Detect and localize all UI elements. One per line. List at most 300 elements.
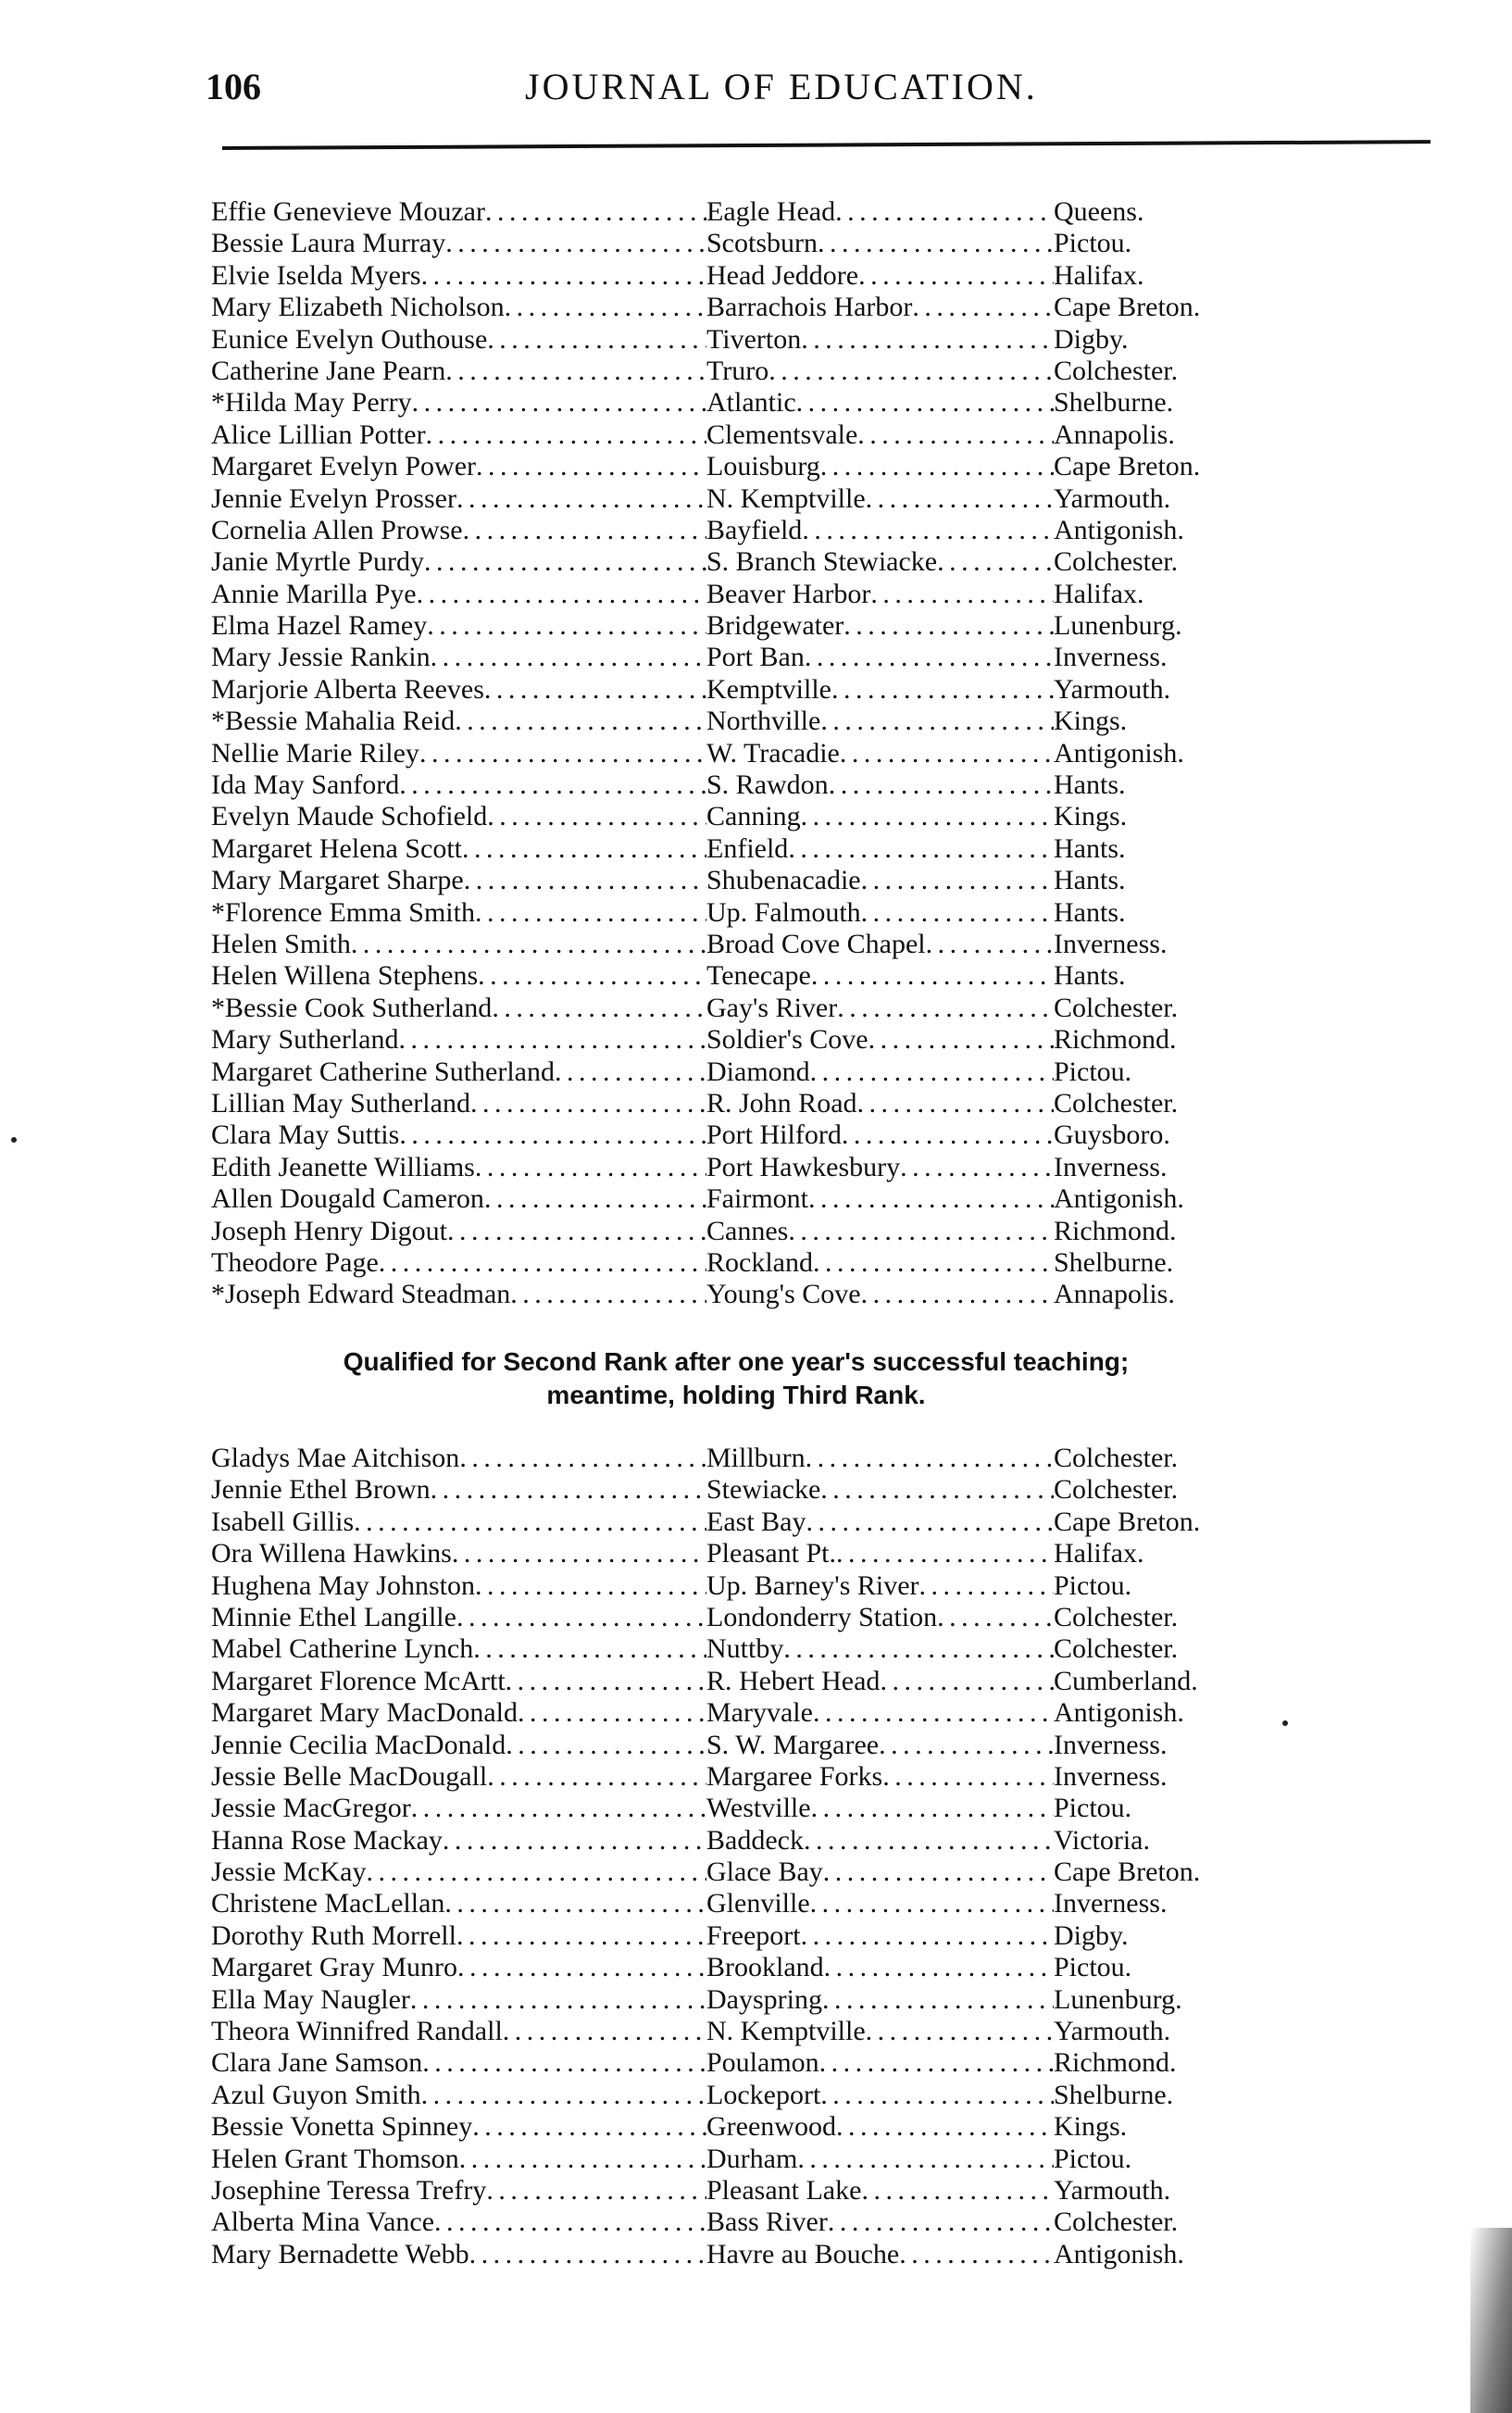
row-name: Jennie Cecilia MacDonald (211, 1729, 506, 1760)
dot-leader (486, 2175, 706, 2207)
dot-leader (510, 1279, 706, 1310)
list-row (211, 1056, 1276, 1088)
row-county: Guysboro. (1054, 1119, 1170, 1151)
row-place-cell (706, 674, 1054, 706)
row-county: Hants. (1054, 896, 1126, 928)
list-row (211, 356, 1276, 387)
row-name-cell (211, 1920, 706, 1952)
row-name: *Florence Emma Smith (211, 896, 475, 928)
row-place: Diamond (706, 1056, 810, 1087)
dot-leader (443, 1825, 706, 1857)
dot-leader (783, 1633, 1054, 1665)
row-name-cell (211, 1279, 706, 1310)
row-place: Truro (706, 355, 769, 386)
row-place: Rockland (706, 1246, 813, 1278)
row-place: Canning (706, 801, 801, 832)
row-place: Bayfield (706, 514, 803, 545)
row-county-cell (1054, 1952, 1276, 1983)
dot-leader (445, 356, 706, 387)
row-place: Pleasant Pt. (706, 1538, 836, 1569)
row-place-cell (706, 579, 1054, 610)
row-name-cell (211, 674, 706, 706)
dot-leader (463, 515, 706, 546)
page-number: 106 (206, 66, 261, 107)
row-name: Isabell Gillis (211, 1506, 355, 1537)
row-county-cell (1054, 1697, 1276, 1729)
row-county-cell (1054, 1474, 1276, 1506)
row-place: Port Hilford (706, 1119, 842, 1151)
row-place: Beaver Harbor (706, 578, 871, 609)
row-name: Ida May Sanford (211, 769, 400, 801)
row-name: *Bessie Cook Sutherland (211, 992, 493, 1023)
dot-leader (459, 2144, 706, 2175)
list-row (211, 801, 1276, 832)
row-name: Bessie Laura Murray (211, 228, 446, 259)
row-name-cell (211, 1761, 706, 1793)
row-county-cell (1054, 1793, 1276, 1824)
row-name-cell (211, 706, 706, 737)
dot-leader (811, 960, 1054, 992)
row-county: Richmond. (1054, 2047, 1177, 2079)
row-county: Annapolis. (1054, 419, 1175, 450)
row-county: Pictou. (1054, 2143, 1132, 2174)
row-county: Inverness. (1054, 1888, 1168, 1919)
row-county: Colchester. (1054, 355, 1179, 386)
dot-leader (459, 1443, 706, 1474)
row-name-cell (211, 1570, 706, 1602)
row-name-cell (211, 2047, 706, 2079)
row-county-cell (1054, 2111, 1276, 2143)
row-name: Helen Grant Thomson (211, 2143, 459, 2174)
row-name-cell (211, 610, 706, 642)
row-county-cell (1054, 228, 1276, 259)
row-name-cell (211, 260, 706, 292)
list-row (211, 738, 1276, 769)
row-place-cell (706, 1247, 1054, 1279)
dot-leader (427, 610, 706, 642)
dot-leader (366, 1857, 706, 1888)
row-name-cell (211, 2207, 706, 2238)
row-county-cell (1054, 1247, 1276, 1279)
row-county: Shelburne. (1054, 2079, 1174, 2110)
dot-leader (426, 419, 706, 451)
row-place: Maryvale (706, 1697, 813, 1729)
row-place-cell (706, 1056, 1054, 1088)
row-county: Antigonish. (1054, 2238, 1184, 2269)
row-place-cell (706, 1279, 1054, 1310)
row-place: Clementsvale (706, 419, 858, 450)
row-name: Alberta Mina Vance (211, 2207, 435, 2238)
dot-leader (808, 1183, 1054, 1215)
row-county: Colchester. (1054, 1601, 1179, 1632)
dot-leader (475, 897, 706, 929)
dot-leader (828, 2207, 1054, 2238)
list-row (211, 2111, 1276, 2143)
row-name: Helen Willena Stephens (211, 960, 479, 992)
dot-leader (485, 196, 706, 228)
dot-leader (455, 706, 706, 737)
dot-leader (813, 1247, 1054, 1279)
row-place-cell (706, 1888, 1054, 1919)
row-name: Joseph Henry Digout (211, 1215, 447, 1246)
row-place-cell (706, 1024, 1054, 1056)
dot-leader (475, 1152, 706, 1183)
row-county-cell (1054, 865, 1276, 896)
row-place-cell (706, 1666, 1054, 1697)
dot-leader (912, 292, 1054, 323)
dot-leader (457, 1952, 706, 1983)
row-name-cell (211, 1793, 706, 1824)
row-place-cell (706, 1633, 1054, 1665)
row-place-cell (706, 2111, 1054, 2143)
row-county-cell (1054, 292, 1276, 323)
row-name: Margaret Catherine Sutherland (211, 1056, 555, 1087)
row-county: Halifax. (1054, 1538, 1144, 1569)
row-place-cell (706, 865, 1054, 896)
row-name: *Bessie Mahalia Reid (211, 706, 456, 737)
dot-leader (788, 833, 1054, 865)
row-name-cell (211, 1666, 706, 1697)
row-county: Hants. (1054, 960, 1126, 992)
row-place: Louisburg (706, 451, 820, 482)
row-place-cell (706, 1761, 1054, 1793)
row-name: Christene MacLellan (211, 1888, 445, 1919)
row-name: Josephine Teressa Trefry (211, 2174, 487, 2206)
dot-leader (506, 1730, 706, 1761)
row-name: Effie Genevieve Mouzar (211, 196, 485, 227)
dot-leader (818, 228, 1054, 259)
row-county-cell (1054, 515, 1276, 546)
dot-leader (880, 1666, 1054, 1697)
row-county: Inverness. (1054, 1151, 1168, 1182)
row-place-cell (706, 2175, 1054, 2207)
row-county-cell (1054, 2080, 1276, 2111)
row-name: Clara May Suttis (211, 1119, 400, 1151)
row-county-cell (1054, 2144, 1276, 2175)
row-name-cell (211, 387, 706, 419)
row-name-cell (211, 1183, 706, 1215)
dot-leader (518, 1697, 706, 1729)
row-county: Yarmouth. (1054, 2174, 1171, 2206)
dot-leader (842, 1119, 1054, 1151)
row-place: Poulamon (706, 2047, 819, 2079)
row-name: Allen Dougald Cameron (211, 1183, 484, 1215)
list-row (211, 2080, 1276, 2111)
dot-leader (796, 387, 1054, 419)
dot-leader (487, 324, 706, 356)
dot-leader (806, 1507, 1054, 1538)
list-row (211, 1119, 1276, 1151)
row-place-cell (706, 228, 1054, 259)
row-county-cell (1054, 356, 1276, 387)
dot-leader (810, 1888, 1054, 1919)
row-name-cell (211, 292, 706, 323)
row-name-cell (211, 897, 706, 929)
dot-leader (820, 451, 1054, 482)
row-name-cell (211, 769, 706, 801)
row-name: Cornelia Allen Prowse (211, 514, 463, 545)
row-county-cell (1054, 1507, 1276, 1538)
dot-leader (937, 546, 1054, 578)
row-place: Fairmont (706, 1183, 808, 1215)
row-county-cell (1054, 196, 1276, 228)
row-place-cell (706, 419, 1054, 451)
list-row (211, 419, 1276, 451)
row-county: Pictou. (1054, 228, 1132, 259)
row-county-cell (1054, 1920, 1276, 1952)
row-place: Bass River (706, 2207, 828, 2238)
row-name-cell (211, 642, 706, 673)
row-name: Margaret Florence McArtt (211, 1665, 506, 1696)
row-county-cell (1054, 2239, 1276, 2270)
row-name: Jessie McKay (211, 1857, 367, 1888)
dot-leader (399, 1119, 706, 1151)
dot-leader (411, 1793, 706, 1824)
dot-leader (861, 1279, 1054, 1310)
row-name-cell (211, 1152, 706, 1183)
row-place: Dayspring (706, 1983, 822, 2015)
row-place-cell (706, 2207, 1054, 2238)
list-row (211, 769, 1276, 801)
row-place-cell (706, 2016, 1054, 2047)
row-county: Inverness. (1054, 642, 1168, 673)
section-heading-line-1: Qualified for Second Rank after one year's successful teaching; (343, 1347, 1130, 1376)
row-place-cell (706, 1183, 1054, 1215)
list-row (211, 960, 1276, 992)
row-name-cell (211, 228, 706, 259)
row-place: S. Branch Stewiacke (706, 546, 938, 578)
dot-leader (813, 1697, 1054, 1729)
list-row (211, 610, 1276, 642)
row-county: Antigonish. (1054, 1183, 1184, 1215)
dot-leader (506, 1666, 706, 1697)
row-county: Richmond. (1054, 1215, 1177, 1246)
row-county: Antigonish. (1054, 514, 1184, 545)
row-place: Baddeck (706, 1824, 804, 1856)
row-name: Elvie Iselda Myers (211, 259, 421, 291)
row-name: Margaret Gray Munro (211, 1952, 458, 1983)
row-name-cell (211, 579, 706, 610)
row-county-cell (1054, 579, 1276, 610)
row-county: Digby. (1054, 1919, 1129, 1951)
dot-leader (354, 1507, 706, 1538)
row-place-cell (706, 738, 1054, 769)
row-name-cell (211, 1952, 706, 1983)
row-place-cell (706, 1119, 1054, 1151)
row-place-cell (706, 356, 1054, 387)
row-place: East Bay (706, 1506, 806, 1537)
dot-leader (473, 1633, 706, 1665)
row-county-cell (1054, 833, 1276, 865)
row-county-cell (1054, 960, 1276, 992)
row-place: Enfield (706, 832, 789, 864)
row-place-cell (706, 1697, 1054, 1729)
row-county: Antigonish. (1054, 737, 1184, 769)
row-place: Port Ban (706, 642, 805, 673)
row-place-cell (706, 1443, 1054, 1474)
list-row (211, 579, 1276, 610)
list-row (211, 2144, 1276, 2175)
row-county-cell (1054, 769, 1276, 801)
row-place-cell (706, 483, 1054, 515)
list-row (211, 897, 1276, 929)
row-county: Victoria. (1054, 1824, 1150, 1856)
dot-leader (421, 2080, 706, 2111)
list-row (211, 1570, 1276, 1602)
row-name: Mary Elizabeth Nicholson (211, 292, 505, 323)
list-row (211, 2016, 1276, 2047)
dot-leader (445, 228, 706, 259)
row-county-cell (1054, 1730, 1276, 1761)
row-county: Cape Breton. (1054, 292, 1201, 323)
row-place: Up. Falmouth (706, 896, 861, 928)
row-place-cell (706, 929, 1054, 960)
row-name-cell (211, 324, 706, 356)
dot-leader (870, 579, 1054, 610)
row-name: Azul Guyon Smith (211, 2079, 421, 2110)
row-place: Cannes (706, 1215, 789, 1246)
dot-leader (398, 1024, 706, 1056)
list-row (211, 387, 1276, 419)
row-place-cell (706, 1088, 1054, 1119)
row-name-cell (211, 2175, 706, 2207)
dot-leader (444, 1888, 706, 1919)
row-county-cell (1054, 1056, 1276, 1088)
dot-leader (456, 1602, 706, 1633)
dot-leader (487, 1761, 706, 1793)
row-name-cell (211, 1825, 706, 1857)
row-place: Kemptville (706, 673, 831, 705)
row-county: Queens. (1054, 196, 1144, 227)
dot-leader (475, 1570, 706, 1602)
row-county: Colchester. (1054, 1087, 1179, 1119)
dot-leader (900, 1152, 1054, 1183)
row-name: Mabel Catherine Lynch (211, 1633, 474, 1665)
row-name: Margaret Mary MacDonald (211, 1697, 518, 1729)
row-county-cell (1054, 1443, 1276, 1474)
row-name: Ella May Naugler (211, 1983, 410, 2015)
row-county-cell (1054, 706, 1276, 737)
row-name: Jennie Evelyn Prosser (211, 482, 456, 514)
row-name: Gladys Mae Aitchison (211, 1443, 460, 1473)
row-name: *Joseph Edward Steadman (211, 1279, 511, 1310)
dot-leader (492, 993, 706, 1024)
row-name-cell (211, 1857, 706, 1888)
list-row (211, 1088, 1276, 1119)
row-name: Annie Marilla Pye (211, 578, 417, 609)
row-place-cell (706, 1857, 1054, 1888)
dot-leader (819, 2047, 1054, 2079)
row-county-cell (1054, 2047, 1276, 2079)
dot-leader (469, 2239, 706, 2270)
list-row (211, 2047, 1276, 2079)
dot-leader (820, 2080, 1054, 2111)
dot-leader (861, 897, 1054, 929)
row-place-cell (706, 642, 1054, 673)
dot-leader (866, 2016, 1054, 2047)
row-county: Kings. (1054, 801, 1128, 832)
page-edge-shadow (1470, 2228, 1512, 2413)
dot-leader (822, 1984, 1054, 2016)
row-county: Pictou. (1054, 1952, 1132, 1983)
row-county: Shelburne. (1054, 387, 1174, 419)
row-place-cell (706, 897, 1054, 929)
row-name: Dorothy Ruth Morrell (211, 1919, 456, 1951)
row-place: Londonderry Station (706, 1601, 938, 1632)
row-county: Cape Breton. (1054, 1857, 1201, 1888)
list-row (211, 260, 1276, 292)
row-county: Shelburne. (1054, 1246, 1174, 1278)
row-place: R. John Road (706, 1087, 857, 1119)
row-place: Young's Cove (706, 1279, 861, 1310)
row-name: Lillian May Sutherland (211, 1087, 470, 1119)
header-rule (222, 140, 1431, 150)
dot-leader (857, 419, 1054, 451)
row-county-cell (1054, 260, 1276, 292)
row-county-cell (1054, 419, 1276, 451)
dot-leader (434, 2207, 706, 2238)
dot-leader (410, 1984, 706, 2016)
list-row (211, 1793, 1276, 1824)
dot-leader (379, 1247, 706, 1279)
row-county: Kings. (1054, 2111, 1128, 2143)
dot-leader (464, 865, 706, 896)
row-place: Nuttby (706, 1633, 784, 1665)
dot-leader (484, 1183, 706, 1215)
row-county: Lunenburg. (1054, 1983, 1182, 2015)
list-row (211, 706, 1276, 737)
scan-speck (1282, 1720, 1288, 1726)
dot-leader (801, 1920, 1054, 1952)
row-county: Colchester. (1054, 1443, 1179, 1473)
graduate-list-primary (211, 196, 1276, 1311)
dot-leader (919, 1570, 1054, 1602)
list-row (211, 2207, 1276, 2238)
row-name-cell (211, 801, 706, 832)
row-county: Colchester. (1054, 1633, 1179, 1665)
row-place-cell (706, 2144, 1054, 2175)
row-name-cell (211, 546, 706, 578)
list-row (211, 1247, 1276, 1279)
row-name: Helen Smith (211, 928, 351, 959)
row-name-cell (211, 1602, 706, 1633)
row-place-cell (706, 546, 1054, 578)
dot-leader (824, 1952, 1054, 1983)
row-place-cell (706, 387, 1054, 419)
row-county-cell (1054, 1857, 1276, 1888)
row-county-cell (1054, 387, 1276, 419)
row-place-cell (706, 1507, 1054, 1538)
list-row (211, 865, 1276, 896)
row-name-cell (211, 1507, 706, 1538)
row-place: Greenwood (706, 2111, 836, 2143)
row-place: Glace Bay (706, 1857, 823, 1888)
row-name: Mary Margaret Sharpe (211, 865, 464, 896)
dot-leader (484, 674, 706, 706)
list-row (211, 292, 1276, 323)
row-county: Pictou. (1054, 1793, 1132, 1824)
list-row (211, 1920, 1276, 1952)
dot-leader (868, 1024, 1054, 1056)
row-county: Yarmouth. (1054, 673, 1171, 705)
row-county: Kings. (1054, 706, 1128, 737)
row-name-cell (211, 1247, 706, 1279)
dot-leader (431, 642, 706, 673)
row-place-cell (706, 960, 1054, 992)
row-name-cell (211, 1474, 706, 1506)
dot-leader (476, 451, 706, 482)
list-row (211, 546, 1276, 578)
